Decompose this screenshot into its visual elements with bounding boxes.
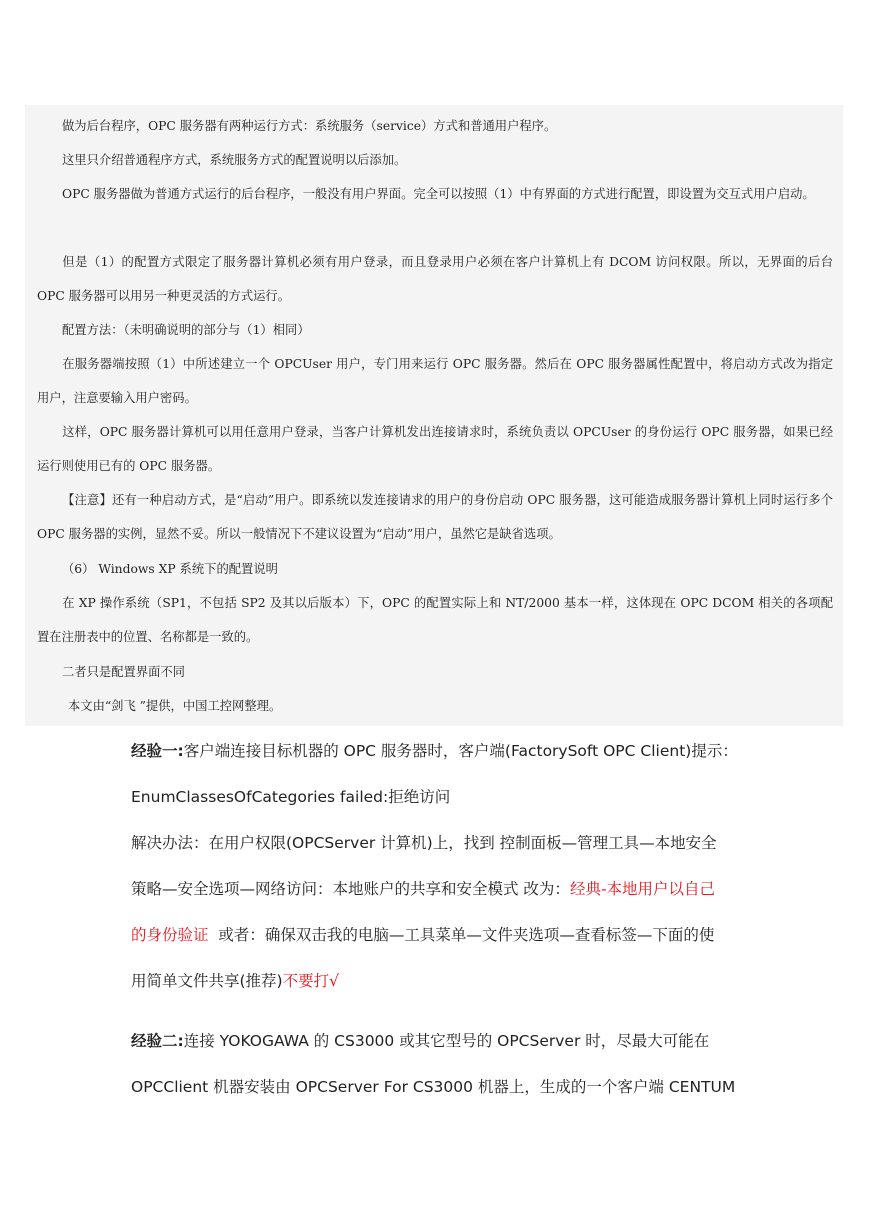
paragraph: 【注意】还有一种启动方式，是“启动”用户。即系统以发连接请求的用户的身份启动 OPC 服务器，这可能造成服务器计算机上同时运行多个 OPC 服务器的实例，显然不妥。所以一般情况下不建议设置为“启动”用户，虽然它是缺省选项。 [37, 493, 833, 541]
paragraph: 在服务器端按照（1）中所述建立一个 OPCUser 用户，专门用来运行 OPC 服务器。然后在 OPC 服务器属性配置中，将启动方式改为指定用户，注意要输入用户密码。 [37, 357, 833, 405]
exp2-line: 经验二:连接 YOKOGAWA 的 CS3000 或其它型号的 OPCServer 时，尽最大可能在 [131, 1032, 710, 1050]
section-heading: （6） Windows XP 系统下的配置说明 [62, 562, 278, 576]
paragraph: 在 XP 操作系统（SP1，不包括 SP2 及其以后版本）下，OPC 的配置实际上和 NT/2000 基本一样，这体现在 OPC DCOM 相关的各项配置在注册表中的位置、名称都是一致的。 [37, 596, 833, 644]
exp1-line: 经验一:客户端连接目标机器的 OPC 服务器时，客户端(FactorySoft OPC Client)提示： [131, 742, 738, 760]
highlight-text: 不要打√ [282, 972, 339, 990]
highlight-text: 经典-本地用户以自己 [569, 880, 716, 898]
exp2-title: 经验二: [131, 1032, 184, 1050]
paragraph: 二者只是配置界面不同 [62, 665, 185, 679]
paragraph: OPC 服务器做为普通方式运行的后台程序，一般没有用户界面。完全可以按照（1）中有界面的方式进行配置，即设置为交互式用户启动。 [62, 187, 815, 201]
paragraph: 配置方法：（未明确说明的部分与（1）相同） [62, 323, 310, 337]
paragraph: 这里只介绍普通程序方式，系统服务方式的配置说明以后添加。 [62, 153, 407, 167]
exp1-line: 的身份验证 或者：确保双击我的电脑—工具菜单—文件夹选项—查看标签—下面的使 [131, 926, 715, 944]
paragraph: 但是（1）的配置方式限定了服务器计算机必须有用户登录，而且登录用户必须在客户计算机上有 DCOM 访问权限。所以，无界面的后台 OPC 服务器可以用另一种更灵活的方式运行。 [37, 255, 833, 303]
paragraph: 做为后台程序，OPC 服务器有两种运行方式：系统服务（service）方式和普通用户程序。 [62, 119, 557, 133]
exp2-line: OPCClient 机器安装由 OPCServer For CS3000 机器上，生成的一个客户端 CENTUM [131, 1078, 736, 1096]
exp1-line: 策略—安全选项—网络访问：本地账户的共享和安全模式 改为：经典-本地用户以自己 [131, 880, 716, 898]
exp1-title: 经验一: [131, 742, 184, 760]
exp1-line: 用简单文件共享(推荐)不要打√ [131, 972, 339, 990]
paragraph: 这样，OPC 服务器计算机可以用任意用户登录，当客户计算机发出连接请求时，系统负责以 OPCUser 的身份运行 OPC 服务器，如果已经运行则使用已有的 OPC 服务器。 [37, 425, 833, 473]
experience-section [131, 736, 751, 1118]
highlight-text: 的身份验证 [131, 926, 209, 944]
source-credit: 本文由“剑飞 ”提供，中国工控网整理。 [68, 699, 282, 713]
exp1-line: 解决办法：在用户权限(OPCServer 计算机)上，找到 控制面板—管理工具—本地安全 [131, 834, 717, 852]
exp1-line: EnumClassesOfCategories failed:拒绝访问 [131, 788, 451, 806]
